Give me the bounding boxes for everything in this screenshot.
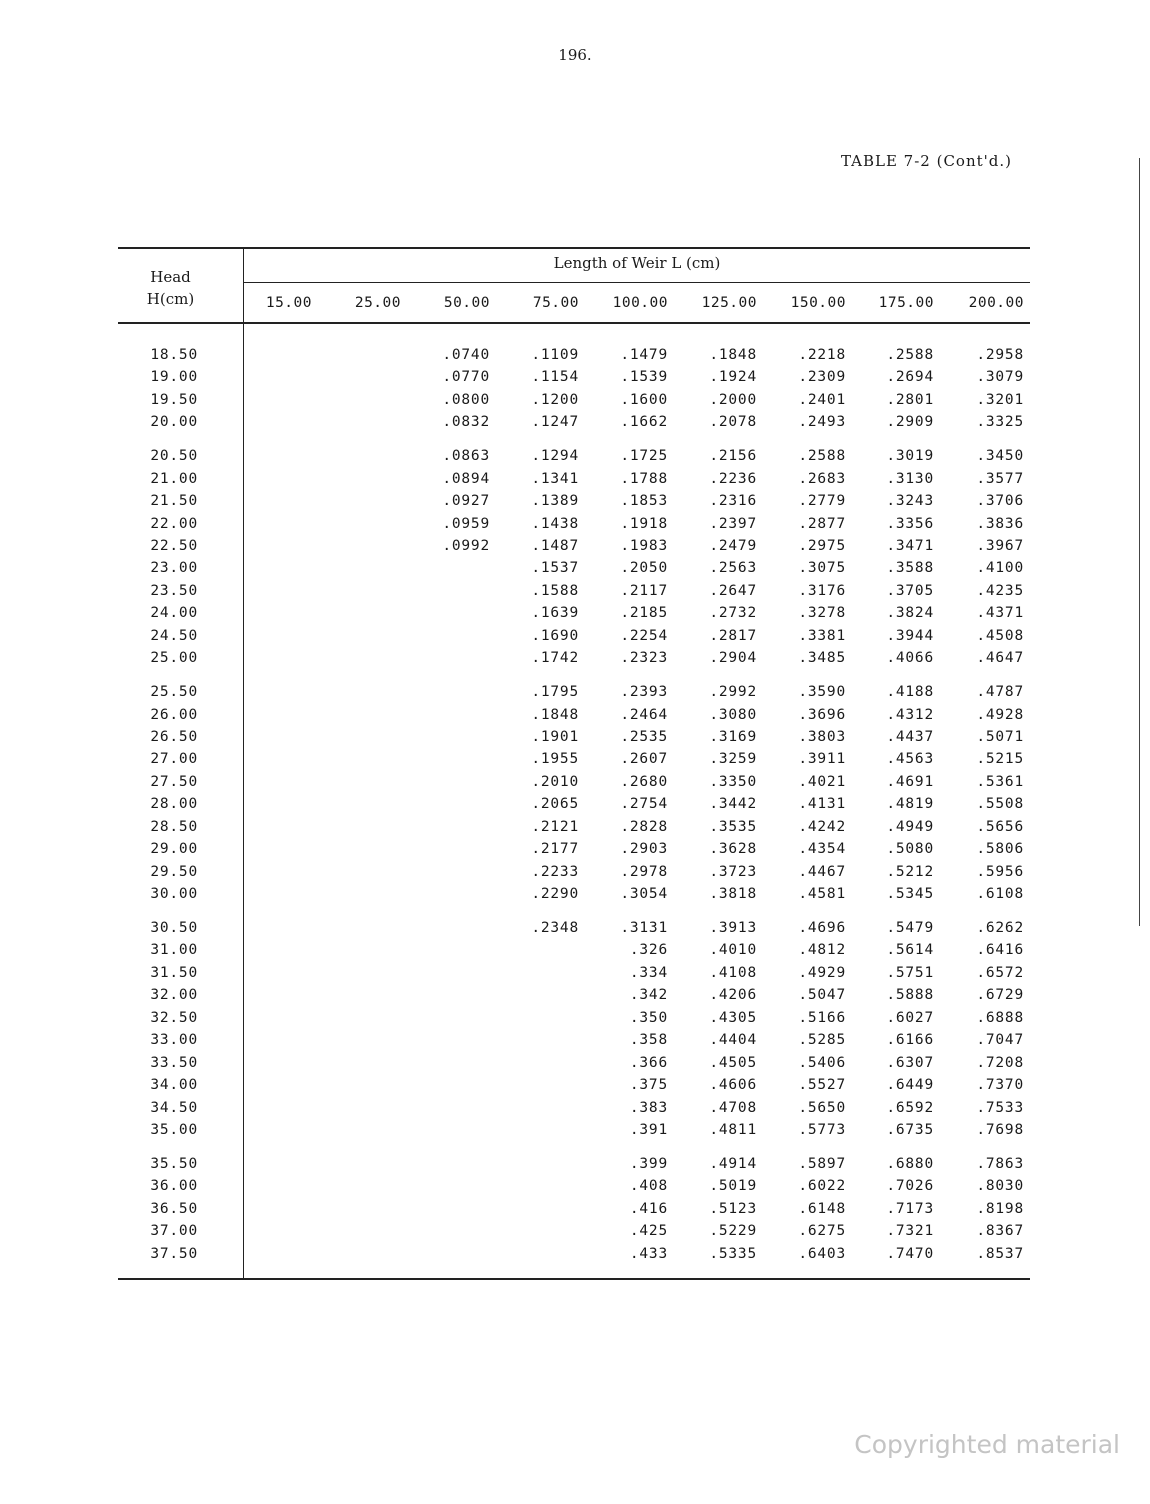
table-cell: .3381 xyxy=(798,628,846,644)
table-cell: .2493 xyxy=(798,414,846,430)
table-cell: .5773 xyxy=(798,1122,846,1138)
table-cell: .3176 xyxy=(798,583,846,599)
table-cell: .2000 xyxy=(709,392,757,408)
table-cell: .3471 xyxy=(886,538,934,554)
table-cell: .1924 xyxy=(709,369,757,385)
head-value: 33.50 xyxy=(150,1055,198,1071)
table-cell: .358 xyxy=(629,1032,668,1048)
table-cell: .7698 xyxy=(976,1122,1024,1138)
table-cell: .6307 xyxy=(886,1055,934,1071)
table-cell: .1109 xyxy=(531,347,579,363)
head-value: 25.50 xyxy=(150,684,198,700)
table-cell: .425 xyxy=(629,1223,668,1239)
table-cell: .375 xyxy=(629,1077,668,1093)
table-cell: .2177 xyxy=(531,841,579,857)
head-value: 20.50 xyxy=(150,448,198,464)
table-cell: .1795 xyxy=(531,684,579,700)
table-cell: .6403 xyxy=(798,1246,846,1262)
table-cell: .7208 xyxy=(976,1055,1024,1071)
table-cell: .2904 xyxy=(709,650,757,666)
table-cell: .5508 xyxy=(976,796,1024,812)
table-cell: .5019 xyxy=(709,1178,757,1194)
table-cell: .2479 xyxy=(709,538,757,554)
table-cell: .6148 xyxy=(798,1201,846,1217)
table-cell: .1725 xyxy=(620,448,668,464)
rule-stub-divider xyxy=(243,248,244,1279)
table-cell: .2978 xyxy=(620,864,668,880)
table-cell: .4188 xyxy=(886,684,934,700)
table-cell: .1788 xyxy=(620,471,668,487)
column-header: 125.00 xyxy=(701,295,757,311)
head-value: 32.50 xyxy=(150,1010,198,1026)
table-cell: .6880 xyxy=(886,1156,934,1172)
head-value: 23.50 xyxy=(150,583,198,599)
table-cell: .350 xyxy=(629,1010,668,1026)
table-cell: .3075 xyxy=(798,560,846,576)
table-cell: .3450 xyxy=(976,448,1024,464)
table-cell: .4100 xyxy=(976,560,1024,576)
head-value: 37.00 xyxy=(150,1223,198,1239)
table-cell: .5806 xyxy=(976,841,1024,857)
table-cell: .4914 xyxy=(709,1156,757,1172)
table-cell: .3131 xyxy=(620,920,668,936)
table-cell: .1848 xyxy=(709,347,757,363)
table-cell: .7321 xyxy=(886,1223,934,1239)
table-cell: .3590 xyxy=(798,684,846,700)
table-cell: .2397 xyxy=(709,516,757,532)
table-cell: .334 xyxy=(629,965,668,981)
head-value: 30.00 xyxy=(150,886,198,902)
head-value: 35.00 xyxy=(150,1122,198,1138)
table-cell: .4131 xyxy=(798,796,846,812)
table-cell: .2185 xyxy=(620,605,668,621)
table-cell: .2801 xyxy=(886,392,934,408)
table-cell: .3577 xyxy=(976,471,1024,487)
table-cell: .4787 xyxy=(976,684,1024,700)
table-cell: .366 xyxy=(629,1055,668,1071)
page-number: 196. xyxy=(558,46,592,64)
column-header: 15.00 xyxy=(265,295,312,311)
head-value: 30.50 xyxy=(150,920,198,936)
table-cell: .4691 xyxy=(886,774,934,790)
table-cell: .3705 xyxy=(886,583,934,599)
table-cell: .4647 xyxy=(976,650,1024,666)
table-cell: .4066 xyxy=(886,650,934,666)
table-cell: .2680 xyxy=(620,774,668,790)
table-cell: .6262 xyxy=(976,920,1024,936)
table-cell: .383 xyxy=(629,1100,668,1116)
table-cell: .5345 xyxy=(886,886,934,902)
table-cell: .3201 xyxy=(976,392,1024,408)
table-cell: .2393 xyxy=(620,684,668,700)
table-cell: .8030 xyxy=(976,1178,1024,1194)
table-cell: .6022 xyxy=(798,1178,846,1194)
table-cell: .1438 xyxy=(531,516,579,532)
head-value: 22.50 xyxy=(150,538,198,554)
watermark: Copyrighted material xyxy=(854,1430,1120,1459)
table-cell: .2958 xyxy=(976,347,1024,363)
head-value: 24.00 xyxy=(150,605,198,621)
table-cell: .2464 xyxy=(620,707,668,723)
head-value: 31.50 xyxy=(150,965,198,981)
table-cell: .2290 xyxy=(531,886,579,902)
table-cell: .3706 xyxy=(976,493,1024,509)
table-cell: .5215 xyxy=(976,751,1024,767)
table-cell: .2218 xyxy=(798,347,846,363)
rule-bottom xyxy=(118,1278,1030,1280)
table-cell: .1487 xyxy=(531,538,579,554)
table-cell: .2316 xyxy=(709,493,757,509)
head-value: 25.00 xyxy=(150,650,198,666)
table-cell: .3818 xyxy=(709,886,757,902)
head-value: 26.50 xyxy=(150,729,198,745)
table-cell: .3967 xyxy=(976,538,1024,554)
table-cell: .3054 xyxy=(620,886,668,902)
head-value: 34.50 xyxy=(150,1100,198,1116)
table-cell: .1662 xyxy=(620,414,668,430)
table-cell: .5047 xyxy=(798,987,846,1003)
table-cell: .1600 xyxy=(620,392,668,408)
table-cell: .3019 xyxy=(886,448,934,464)
table-cell: .4305 xyxy=(709,1010,757,1026)
head-value: 28.00 xyxy=(150,796,198,812)
table-cell: .4949 xyxy=(886,819,934,835)
table-cell: .2903 xyxy=(620,841,668,857)
table-cell: .3803 xyxy=(798,729,846,745)
head-value: 27.00 xyxy=(150,751,198,767)
table-cell: .4563 xyxy=(886,751,934,767)
table-cell: .3259 xyxy=(709,751,757,767)
table-cell: .6166 xyxy=(886,1032,934,1048)
table-cell: .5656 xyxy=(976,819,1024,835)
table-cell: .1294 xyxy=(531,448,579,464)
column-header: 75.00 xyxy=(532,295,579,311)
table-cell: .2779 xyxy=(798,493,846,509)
table-cell: .1742 xyxy=(531,650,579,666)
table-cell: .7047 xyxy=(976,1032,1024,1048)
table-cell: .3944 xyxy=(886,628,934,644)
table-cell: .2828 xyxy=(620,819,668,835)
table-cell: .1539 xyxy=(620,369,668,385)
head-value: 24.50 xyxy=(150,628,198,644)
table-cell: .3350 xyxy=(709,774,757,790)
table-cell: .2588 xyxy=(798,448,846,464)
table-cell: .4404 xyxy=(709,1032,757,1048)
table-cell: .6735 xyxy=(886,1122,934,1138)
table-cell: .2588 xyxy=(886,347,934,363)
table-cell: .2236 xyxy=(709,471,757,487)
head-value: 29.00 xyxy=(150,841,198,857)
table-cell: .2010 xyxy=(531,774,579,790)
table-cell: .2732 xyxy=(709,605,757,621)
table-cell: .2078 xyxy=(709,414,757,430)
table-cell: .6592 xyxy=(886,1100,934,1116)
table-cell: .2050 xyxy=(620,560,668,576)
table-cell: .5888 xyxy=(886,987,934,1003)
rule-subheader xyxy=(244,282,1030,283)
table-cell: .391 xyxy=(629,1122,668,1138)
table-cell: .0832 xyxy=(442,414,490,430)
table-cell: .3588 xyxy=(886,560,934,576)
table-cell: .5361 xyxy=(976,774,1024,790)
head-value: 23.00 xyxy=(150,560,198,576)
column-header: 150.00 xyxy=(790,295,846,311)
table-cell: .4696 xyxy=(798,920,846,936)
right-edge-line xyxy=(1139,158,1140,926)
table-cell: .4811 xyxy=(709,1122,757,1138)
table-cell: .3836 xyxy=(976,516,1024,532)
table-cell: .5751 xyxy=(886,965,934,981)
table-cell: .8198 xyxy=(976,1201,1024,1217)
table-cell: .3079 xyxy=(976,369,1024,385)
table-cell: .4242 xyxy=(798,819,846,835)
rule-header-bottom xyxy=(118,322,1030,324)
table-cell: .1955 xyxy=(531,751,579,767)
table-cell: .6275 xyxy=(798,1223,846,1239)
table-cell: .4812 xyxy=(798,942,846,958)
table-cell: .2254 xyxy=(620,628,668,644)
column-header: 100.00 xyxy=(612,295,668,311)
table-cell: .399 xyxy=(629,1156,668,1172)
table-cell: .7026 xyxy=(886,1178,934,1194)
table-cell: .3169 xyxy=(709,729,757,745)
table-cell: .5406 xyxy=(798,1055,846,1071)
column-header: 50.00 xyxy=(443,295,490,311)
head-value: 20.00 xyxy=(150,414,198,430)
head-value: 37.50 xyxy=(150,1246,198,1262)
table-cell: .5229 xyxy=(709,1223,757,1239)
table-cell: .1588 xyxy=(531,583,579,599)
table-cell: .1479 xyxy=(620,347,668,363)
table-cell: .3913 xyxy=(709,920,757,936)
table-cell: .7470 xyxy=(886,1246,934,1262)
table-cell: .2694 xyxy=(886,369,934,385)
column-header: 200.00 xyxy=(968,295,1024,311)
table-cell: .3442 xyxy=(709,796,757,812)
table-cell: .4371 xyxy=(976,605,1024,621)
table-cell: .1639 xyxy=(531,605,579,621)
table-cell: .6108 xyxy=(976,886,1024,902)
table-cell: .2817 xyxy=(709,628,757,644)
table-cell: .3485 xyxy=(798,650,846,666)
table-cell: .2065 xyxy=(531,796,579,812)
table-cell: .4505 xyxy=(709,1055,757,1071)
table-cell: .4819 xyxy=(886,796,934,812)
table-cell: .5527 xyxy=(798,1077,846,1093)
table-cell: .5956 xyxy=(976,864,1024,880)
table-cell: .2117 xyxy=(620,583,668,599)
table-cell: .7863 xyxy=(976,1156,1024,1172)
table-cell: .2683 xyxy=(798,471,846,487)
table-cell: .2121 xyxy=(531,819,579,835)
table-cell: .3723 xyxy=(709,864,757,880)
head-value: 29.50 xyxy=(150,864,198,880)
table-cell: .4928 xyxy=(976,707,1024,723)
table-cell: .1341 xyxy=(531,471,579,487)
table-cell: .0894 xyxy=(442,471,490,487)
stub-header-line-1: Head xyxy=(150,268,191,286)
table-cell: .4108 xyxy=(709,965,757,981)
table-cell: .1853 xyxy=(620,493,668,509)
table-cell: .0927 xyxy=(442,493,490,509)
table-cell: .5479 xyxy=(886,920,934,936)
rule-top xyxy=(118,247,1030,249)
head-value: 32.00 xyxy=(150,987,198,1003)
table-cell: .0959 xyxy=(442,516,490,532)
table-cell: .2563 xyxy=(709,560,757,576)
head-value: 31.00 xyxy=(150,942,198,958)
table-cell: .5166 xyxy=(798,1010,846,1026)
table-cell: .8367 xyxy=(976,1223,1024,1239)
table-cell: .2348 xyxy=(531,920,579,936)
table-cell: .5650 xyxy=(798,1100,846,1116)
table-cell: .1247 xyxy=(531,414,579,430)
table-cell: .2877 xyxy=(798,516,846,532)
table-cell: .4437 xyxy=(886,729,934,745)
table-cell: .0770 xyxy=(442,369,490,385)
table-cell: .5285 xyxy=(798,1032,846,1048)
table-cell: .6888 xyxy=(976,1010,1024,1026)
table-cell: .2909 xyxy=(886,414,934,430)
table-cell: .1537 xyxy=(531,560,579,576)
table-cell: .3911 xyxy=(798,751,846,767)
table-cell: .5614 xyxy=(886,942,934,958)
table-cell: .3325 xyxy=(976,414,1024,430)
table-cell: .1983 xyxy=(620,538,668,554)
head-value: 36.50 xyxy=(150,1201,198,1217)
table-cell: .6027 xyxy=(886,1010,934,1026)
table-cell: .1154 xyxy=(531,369,579,385)
table-cell: .6416 xyxy=(976,942,1024,958)
head-value: 28.50 xyxy=(150,819,198,835)
table-cell: .433 xyxy=(629,1246,668,1262)
column-header: 175.00 xyxy=(878,295,934,311)
table-cell: .3628 xyxy=(709,841,757,857)
table-cell: .3824 xyxy=(886,605,934,621)
table-cell: .0863 xyxy=(442,448,490,464)
table-cell: .1848 xyxy=(531,707,579,723)
table-cell: .326 xyxy=(629,942,668,958)
head-value: 27.50 xyxy=(150,774,198,790)
table-title: TABLE 7-2 (Cont'd.) xyxy=(840,152,1012,170)
table-cell: .3243 xyxy=(886,493,934,509)
table-cell: .6449 xyxy=(886,1077,934,1093)
table-cell: .7173 xyxy=(886,1201,934,1217)
table-cell: .4312 xyxy=(886,707,934,723)
table-cell: .5897 xyxy=(798,1156,846,1172)
table-cell: .4467 xyxy=(798,864,846,880)
table-cell: .1389 xyxy=(531,493,579,509)
table-cell: .0800 xyxy=(442,392,490,408)
table-cell: .1918 xyxy=(620,516,668,532)
column-header: 25.00 xyxy=(354,295,401,311)
table-cell: .4235 xyxy=(976,583,1024,599)
table-cell: .4010 xyxy=(709,942,757,958)
table-cell: .3130 xyxy=(886,471,934,487)
table-cell: .3278 xyxy=(798,605,846,621)
table-cell: .3535 xyxy=(709,819,757,835)
table-cell: .1901 xyxy=(531,729,579,745)
table-cell: .2401 xyxy=(798,392,846,408)
stub-header-line-2: H(cm) xyxy=(146,290,195,308)
table-cell: .2323 xyxy=(620,650,668,666)
table-cell: .2233 xyxy=(531,864,579,880)
table-cell: .1690 xyxy=(531,628,579,644)
table-cell: .416 xyxy=(629,1201,668,1217)
table-cell: .2535 xyxy=(620,729,668,745)
table-cell: .0740 xyxy=(442,347,490,363)
table-cell: .2309 xyxy=(798,369,846,385)
head-value: 36.00 xyxy=(150,1178,198,1194)
table-cell: .7370 xyxy=(976,1077,1024,1093)
table-cell: .3696 xyxy=(798,707,846,723)
table-cell: .7533 xyxy=(976,1100,1024,1116)
table-cell: .6729 xyxy=(976,987,1024,1003)
table-cell: .3356 xyxy=(886,516,934,532)
table-cell: .4606 xyxy=(709,1077,757,1093)
table-cell: .2975 xyxy=(798,538,846,554)
table-cell: .2607 xyxy=(620,751,668,767)
head-value: 21.00 xyxy=(150,471,198,487)
table-cell: .5080 xyxy=(886,841,934,857)
table-cell: .4021 xyxy=(798,774,846,790)
table-cell: .6572 xyxy=(976,965,1024,981)
table-cell: .5212 xyxy=(886,864,934,880)
table-cell: .8537 xyxy=(976,1246,1024,1262)
table-cell: .4581 xyxy=(798,886,846,902)
table-cell: .5123 xyxy=(709,1201,757,1217)
head-value: 34.00 xyxy=(150,1077,198,1093)
table-cell: .4206 xyxy=(709,987,757,1003)
head-value: 22.00 xyxy=(150,516,198,532)
table-cell: .5071 xyxy=(976,729,1024,745)
table-cell: .1200 xyxy=(531,392,579,408)
head-value: 19.00 xyxy=(150,369,198,385)
table-cell: .0992 xyxy=(442,538,490,554)
head-value: 18.50 xyxy=(150,347,198,363)
head-value: 26.00 xyxy=(150,707,198,723)
head-value: 19.50 xyxy=(150,392,198,408)
table-cell: .4354 xyxy=(798,841,846,857)
head-value: 21.50 xyxy=(150,493,198,509)
table-cell: .342 xyxy=(629,987,668,1003)
head-value: 33.00 xyxy=(150,1032,198,1048)
table-cell: .4508 xyxy=(976,628,1024,644)
stub-header xyxy=(118,266,223,310)
table-cell: .2647 xyxy=(709,583,757,599)
spanner-header: Length of Weir L (cm) xyxy=(553,254,721,272)
table-cell: .3080 xyxy=(709,707,757,723)
table-cell: .5335 xyxy=(709,1246,757,1262)
head-value: 35.50 xyxy=(150,1156,198,1172)
table-cell: .4708 xyxy=(709,1100,757,1116)
table-cell: .2754 xyxy=(620,796,668,812)
table-cell: .2156 xyxy=(709,448,757,464)
table-cell: .408 xyxy=(629,1178,668,1194)
table-cell: .2992 xyxy=(709,684,757,700)
table-cell: .4929 xyxy=(798,965,846,981)
